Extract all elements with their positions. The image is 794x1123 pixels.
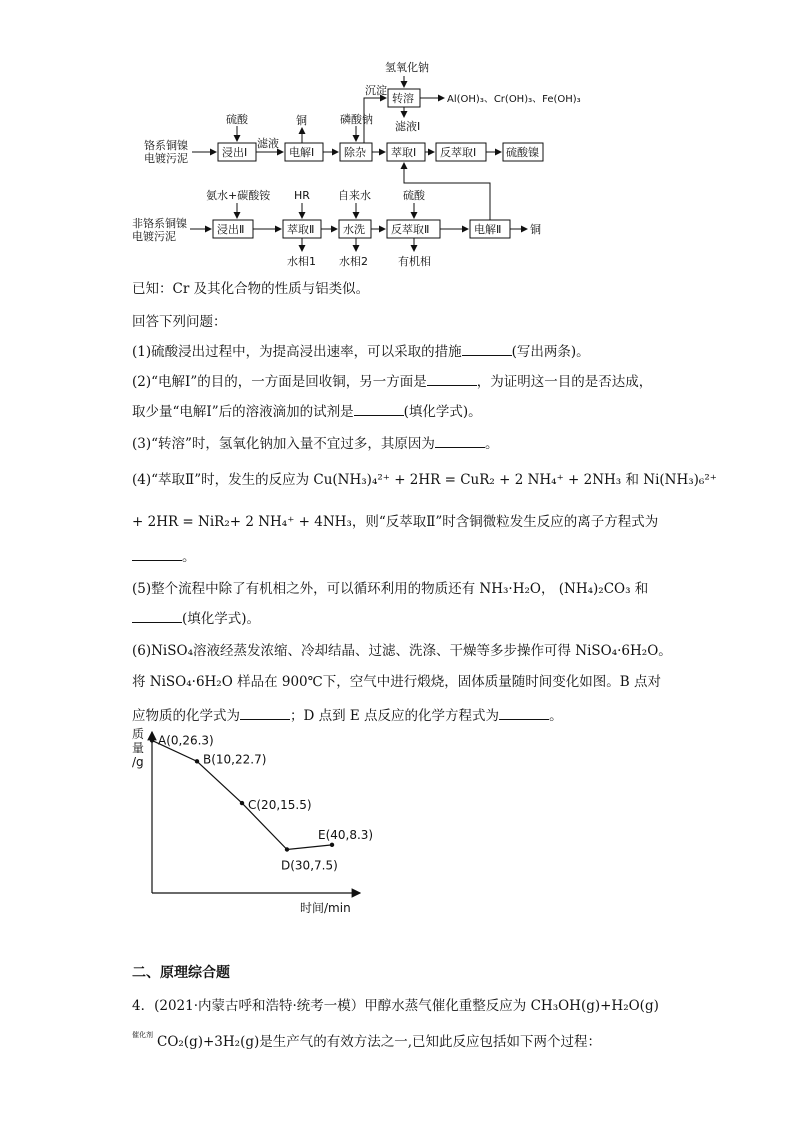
q2-text-a: (2)“电解Ⅰ”的目的，一方面是回收铜，另一方面是: [132, 374, 427, 390]
answer-blank: [240, 707, 290, 720]
label-hr: HR: [294, 189, 310, 202]
q6-text-d: ；D 点到 E 点反应的化学方程式为: [290, 708, 500, 724]
answer-blank: [427, 373, 477, 386]
data-point: [195, 759, 199, 763]
label-precip: 沉淀: [365, 84, 387, 97]
q4-tail: 。: [182, 549, 196, 565]
label-start2-l2: 电镀污泥: [132, 230, 176, 243]
known-note: 已知：Cr 及其化合物的性质与铝类似。: [132, 281, 370, 297]
q3-tail: 。: [484, 436, 499, 452]
question-5-line1: (5)整个流程中除了有机相之外，可以循环利用的物质还有 NH₃·H₂O， (NH₄)₂CO₃ 和: [132, 581, 649, 597]
question-4-line2: + 2HR = NiR₂+ 2 NH₄⁺ + 4NH₃，则“反萃取Ⅱ”时含铜微粒发生反应的离子方程式为: [132, 514, 659, 530]
question-1: [132, 340, 590, 360]
answer-blank: [435, 435, 485, 448]
box-leach1-text: 浸出Ⅰ: [222, 146, 248, 159]
q6-text-e: 。: [549, 708, 563, 724]
label-start1-l2: 电镀污泥: [144, 152, 188, 165]
ylabel-3: /g: [132, 755, 144, 769]
label-sulfuric1: 硫酸: [226, 113, 248, 126]
label-copper1: 铜: [296, 114, 307, 127]
section-heading: 二、原理综合题: [132, 965, 230, 981]
ylabel-1: 质: [132, 727, 145, 741]
label-org: 有机相: [398, 255, 431, 268]
box-leach2-text: 浸出Ⅱ: [217, 223, 245, 236]
box-electrolysis2-text: 电解Ⅱ: [474, 223, 502, 236]
label-tapwater: 自来水: [338, 189, 371, 202]
box-extract1-text: 萃取Ⅰ: [391, 146, 417, 159]
label-start2-l1: 非铬系铜镍: [132, 217, 187, 230]
question-7-line2: [132, 1030, 601, 1050]
data-point-label: C(20,15.5): [248, 798, 312, 813]
label-filtrate1: 滤液Ⅰ: [395, 120, 421, 133]
answer-blank: [132, 548, 182, 561]
box-extract2-text: 萃取Ⅱ: [287, 223, 315, 236]
box-wash-text: 水洗: [343, 223, 365, 236]
question-5-line2: [132, 607, 260, 627]
label-filtrate: 滤液: [257, 137, 279, 150]
data-point-label: E(40,8.3): [318, 827, 374, 842]
label-nap: 磷酸钠: [340, 113, 373, 126]
q7-text-b: CO₂(g)+3H₂(g)是生产气的有效方法之一,已知此反应包括如下两个过程：: [157, 1034, 602, 1050]
data-point-label: B(10,22.7): [203, 752, 267, 767]
q5-tail: (填化学式)。: [182, 611, 261, 627]
q6-text-c: 应物质的化学式为: [132, 708, 240, 724]
question-2-line1: [132, 370, 652, 390]
question-6-line2: 将 NiSO₄·6H₂O 样品在 900℃下，空气中进行煅烧，固体质量随时间变化如图。B 点对: [132, 674, 661, 690]
answer-blank: [499, 707, 549, 720]
label-aq2: 水相2: [339, 255, 368, 268]
q3-text: (3)“转溶”时，氢氧化钠加入量不宜过多，其原因为: [132, 436, 435, 452]
box-purify-text: 除杂: [344, 146, 366, 159]
answer-blank: [462, 343, 512, 356]
xlabel: 时间/min: [300, 901, 351, 915]
q2-text-d: (填化学式)。: [403, 404, 482, 420]
question-6-line1: (6)NiSO₄溶液经蒸发浓缩、冷却结晶、过滤、洗涤、干燥等多步操作可得 NiSO₄·6H₂O。: [132, 643, 672, 659]
box-backextract2-text: 反萃取Ⅱ: [391, 223, 430, 236]
q1-tail: (写出两条)。: [511, 344, 590, 360]
question-7-line1: 4．(2021·内蒙古呼和浩特·统考一模）甲醇水蒸气催化重整反应为 CH₃OH(g)+H₂O(g): [132, 998, 659, 1014]
label-naoh: 氢氧化钠: [385, 61, 429, 74]
answer-blank: [354, 403, 404, 416]
question-3: [132, 432, 498, 452]
data-point: [285, 847, 289, 851]
answer-blank: [132, 610, 182, 623]
q1-text: (1)硫酸浸出过程中，为提高浸出速率，可以采取的措施: [132, 344, 462, 360]
catalyst-sign: 催化剂: [132, 1031, 153, 1039]
label-products: Al(OH)₃、Cr(OH)₃、Fe(OH)₃: [447, 94, 581, 105]
q2-text-c: 取少量“电解Ⅰ”后的溶液滴加的试剂是: [132, 404, 354, 420]
label-start1-l1: 铬系铜镍: [144, 139, 188, 152]
label-copper2: 铜: [530, 223, 541, 236]
mass-time-chart: [120, 720, 380, 920]
question-4-line1: (4)“萃取Ⅱ”时，发生的反应为 Cu(NH₃)₄²⁺ + 2HR = CuR₂ + 2 NH₄⁺ + 2NH₃ 和 Ni(NH₃)₆²⁺: [132, 472, 717, 488]
question-4-line3: [132, 545, 196, 565]
box-niso4-text: 硫酸镍: [506, 146, 539, 159]
data-point-label: D(30,7.5): [281, 858, 338, 873]
data-point: [150, 738, 154, 742]
box-backextract1-text: 反萃取Ⅰ: [440, 146, 477, 159]
process-flow-diagram: [0, 0, 794, 275]
box-dissolve-text: 转溶: [392, 92, 414, 105]
data-point: [330, 843, 334, 847]
data-point: [240, 801, 244, 805]
label-aq1: 水相1: [287, 255, 316, 268]
label-ammonia: 氨水+碳酸铵: [206, 189, 271, 202]
box-electrolysis1-text: 电解Ⅰ: [289, 146, 315, 159]
data-point-label: A(0,26.3): [158, 733, 214, 748]
q2-text-b: ，为证明这一目的是否达成，: [476, 374, 653, 390]
question-2-line2: [132, 400, 482, 420]
ylabel-2: 量: [132, 741, 145, 755]
label-sulfuric2: 硫酸: [403, 189, 425, 202]
intro-text: 回答下列问题：: [132, 314, 227, 330]
